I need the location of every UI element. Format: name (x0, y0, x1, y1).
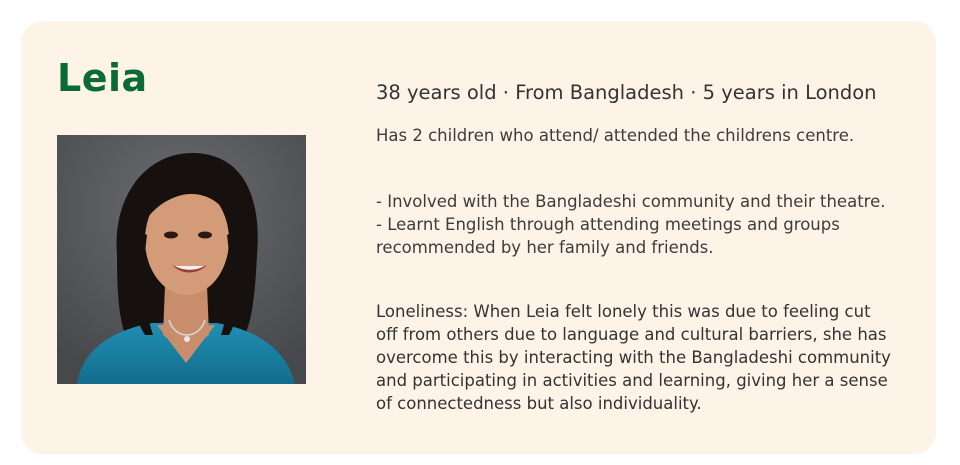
loneliness-paragraph: Loneliness: When Leia felt lonely this was due to feeling cut off from others due to language and cultural barriers, she has overcome this by interacting with the Bangladeshi community and participating in activities and learning, giving her a sense of connectedness but also individuality. (376, 302, 891, 413)
bullet-item: - Involved with the Bangladeshi community and their theatre. (376, 192, 886, 211)
persona-photo (57, 135, 306, 384)
bullet-list (376, 190, 921, 259)
portrait-image (57, 135, 306, 384)
persona-headline: 38 years old · From Bangladesh · 5 years in London (376, 81, 877, 104)
bullet-item: - Learnt English through attending meetings and groups recommended by her family and friends. (376, 215, 840, 257)
children-note: Has 2 children who attend/ attended the childrens centre. (376, 126, 855, 145)
persona-card (21, 21, 936, 454)
persona-name: Leia (57, 56, 148, 100)
